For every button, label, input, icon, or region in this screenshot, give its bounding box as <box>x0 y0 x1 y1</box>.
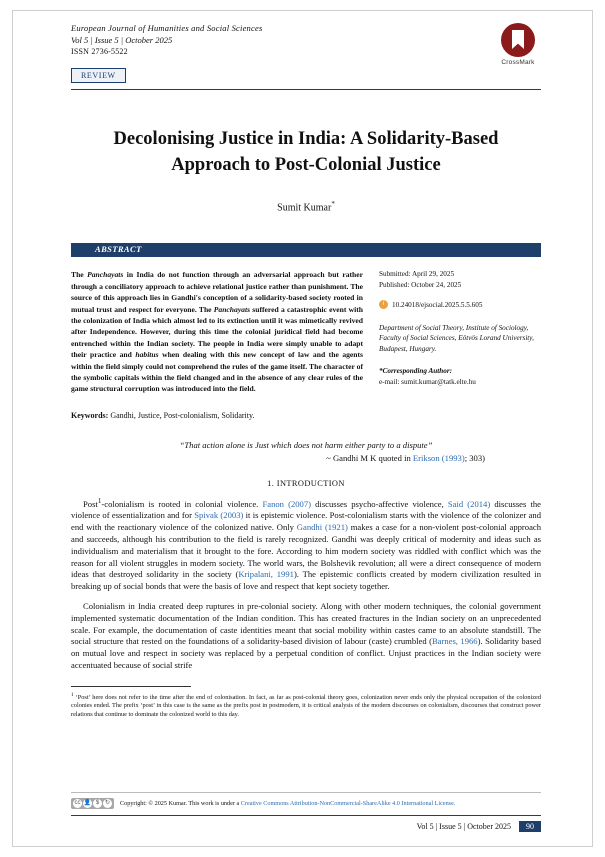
page-content <box>71 23 541 719</box>
section-heading <box>71 479 541 488</box>
cc-sa-mark: ↻ <box>104 800 111 806</box>
footer-issue: Vol 5 | Issue 5 | October 2025 <box>416 822 511 831</box>
keywords-label: Keywords: <box>71 410 109 420</box>
footnote-marker: 1 <box>71 691 74 698</box>
footnote-1 <box>71 691 541 719</box>
epigraph-attribution-prefix: ~ Gandhi M K quoted in <box>326 452 413 463</box>
license-row <box>71 792 541 809</box>
header-divider <box>71 89 541 90</box>
epigraph-attribution-suffix: ; 303) <box>464 452 485 463</box>
abstract-left-column <box>71 269 363 419</box>
crossmark-logo[interactable] <box>495 23 541 66</box>
corresponding-author-email[interactable]: e-mail: sumit.kumar@tatk.elte.hu <box>379 377 476 386</box>
page-footer <box>71 792 541 832</box>
doi-row[interactable] <box>379 300 539 311</box>
author-marker: * <box>331 200 335 208</box>
crossmark-icon <box>501 23 535 57</box>
journal-issue-line: Vol 5 | Issue 5 | October 2025 <box>71 35 173 45</box>
author-line <box>71 200 541 213</box>
citation-link[interactable]: Said (2014) <box>447 498 491 509</box>
epigraph-attribution <box>71 453 541 463</box>
cc-nc-mark: $ <box>93 799 102 808</box>
citation-link[interactable]: Barnes, 1966 <box>431 636 478 647</box>
cc-mark: cc <box>74 800 81 806</box>
footer-meta <box>71 821 541 832</box>
abstract-band <box>71 243 541 257</box>
section-number: 1. <box>267 478 275 488</box>
body-paragraph-1: Post$^1$-colonialism is rooted in colonial violence. Fanon (2007) discusses psycho-affective violence, Said (2014) discusses the violence of essentialization and for Spivak (2003) it is epistemic violence. Post-colonialism starts with the violence of the colonizer and end with the reactionary violence of the colonized native. Only Gandhi (1921) makes a case for a non-violent post-colonial approach and succeeds, although his contribution to the field is rarely recognized. Gandhi was deeply critical of modernity and ideas such as individualism and materialism that it brought to the fore. According to him modern society was riddled with conflict which was the reason for all violent struggles in modern society. The world wars, the Bolshevik revolution; all were a direct consequence of modern ideas that destroyed solidarity in the society (Kripalani, 1991). The epistemic conflicts created by modern civilization resulted in breaking up of social bonds that were the basis of love and respect that kept society together. <box>71 496 541 592</box>
footnote-text: ‘Post’ here does not refer to the time after the end of colonisation. In fact, as far as post-colonial theory goes, colonization never ends only the physical occupation of the colonized colonies ended. The prefix ‘post’ in this case is the same as the prefix post in postmodern, it is critical analysis of the modern discourses on colonialism, discourses that construct power relations that continue to dominate the colonized world to this day. <box>71 693 541 718</box>
paper-sheet <box>12 10 593 847</box>
citation-link[interactable]: Kripalani, 1991 <box>238 569 294 580</box>
keywords-line <box>71 411 363 420</box>
article-type-badge: REVIEW <box>71 68 126 83</box>
copyright-text: Copyright: © 2025 Kumar. This work is under a <box>120 800 241 807</box>
abstract-section <box>71 269 541 419</box>
keywords-value: Gandhi, Justice, Post-colonialism, Solidarity. <box>110 410 255 420</box>
license-link[interactable]: Creative Commons Attribution-NonCommercial-ShareAlike 4.0 International License. <box>240 800 456 807</box>
citation-link[interactable]: Fanon (2007) <box>262 498 311 509</box>
section-title: INTRODUCTION <box>276 478 345 488</box>
masthead <box>71 23 541 81</box>
epigraph-quote: “That action alone is Just which does not harm either party to a dispute” <box>179 439 433 450</box>
creative-commons-icon[interactable] <box>71 798 114 809</box>
body-paragraph-2: Colonialism in India created deep ruptures in pre-colonial society. Along with other modern techniques, the colonial government implemented systematic documentation of the Indian condition. This has created fractures in the Indian society on an unprecedented scale. For example, the documentation of caste identities meant that social mobility within castes came to an absolute standstill. The social structure that rested on the foundations of a solidarity-based division of labour (caste) crumbled (Barnes, 1966). Solidarity based on mutual love and respect in society was replaced by a perpetual condition of conflict. Unjust practices in the Indian society were accentuated because of social strife <box>71 601 541 671</box>
article-metadata <box>379 269 539 419</box>
corresponding-author-label: *Corresponding Author: <box>379 367 453 376</box>
journal-title: European Journal of Humanities and Social Sciences <box>71 23 263 33</box>
license-text <box>120 800 455 807</box>
author-affiliation: Department of Social Theory, Institute of Sociology, Faculty of Social Sciences, Eötvös Lorand University, Budapest, Hungary. <box>379 323 534 353</box>
corresponding-author <box>379 366 539 387</box>
abstract-text: The Panchayats in India do not function through an adversarial approach but rather through a conciliatory approach to achieve relational justice rather than punishment. The source of this approach lies in Gandhi's conception of a solidarity-based society rooted in mutual trust and respect for everyone. The Panchayats suffered a catastrophic event with the colonization of India which almost led to its extinction until it was mimetically revived after Independence. However, during this time the colonial juridical field had become entrenched within the Indian society. The people in India were simply unable to adapt their practice and habitus when dealing with this new concept of law and the agents within the field simply could not comprehend the rules of the game itself. The character of the symbolic capitals within the field changed and in the absence of any clear rules of the game structural corruption was introduced into the field. <box>71 270 363 394</box>
citation-link-erikson[interactable]: Erikson (1993) <box>412 452 465 463</box>
crossmark-label: CrossMark <box>501 59 535 66</box>
citation-link[interactable]: Spivak (2003) <box>194 510 244 521</box>
published-date: Published: October 24, 2025 <box>379 280 462 289</box>
doi-icon: i <box>379 300 388 309</box>
cc-by-mark: 👤 <box>83 800 92 806</box>
footer-divider <box>71 815 541 816</box>
submitted-date: Submitted: April 29, 2025 <box>379 270 455 279</box>
journal-issn: ISSN 2736-5522 <box>71 47 128 56</box>
footnote-divider <box>71 686 191 687</box>
author-name: Sumit Kumar <box>277 202 332 214</box>
doi-value: 10.24018/ejsocial.2025.5.5.605 <box>392 301 483 310</box>
page-title: Decolonising Justice in India: A Solidarity-Based Approach to Post-Colonial Justice <box>113 129 499 175</box>
citation-link[interactable]: Gandhi (1921) <box>296 522 348 533</box>
page-number: 90 <box>519 821 541 832</box>
abstract-heading: ABSTRACT <box>95 244 142 255</box>
